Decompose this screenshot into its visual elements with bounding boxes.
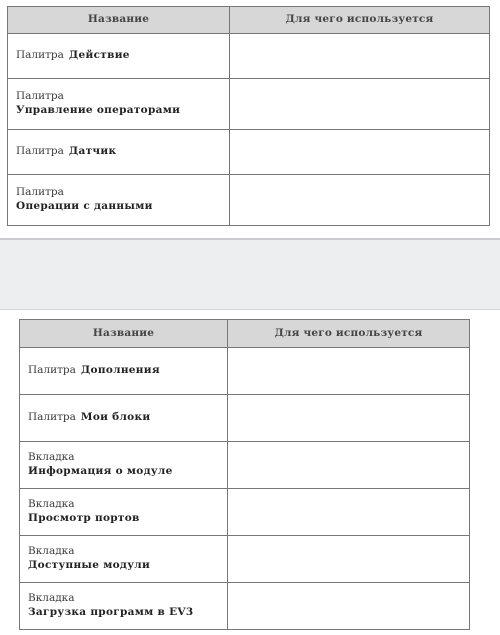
header-name: Название <box>20 320 228 348</box>
row-title: Дополнения <box>80 364 160 377</box>
table-row <box>20 583 470 630</box>
name-cell <box>20 583 228 630</box>
usage-cell[interactable] <box>228 536 470 583</box>
row-title: Доступные модули <box>28 559 151 571</box>
name-cell <box>8 175 230 226</box>
table-row <box>20 395 470 442</box>
usage-cell[interactable] <box>228 442 470 489</box>
usage-cell[interactable] <box>230 175 490 226</box>
name-cell <box>8 130 230 175</box>
table-header-row <box>20 320 470 348</box>
row-prefix: Палитра <box>16 90 64 103</box>
usage-cell[interactable] <box>228 395 470 442</box>
row-prefix: Палитра <box>28 411 76 424</box>
row-prefix: Палитра <box>16 145 64 158</box>
usage-cell[interactable] <box>230 130 490 175</box>
table-row <box>8 175 490 226</box>
usage-cell[interactable] <box>228 489 470 536</box>
row-title: Управление операторами <box>16 104 181 116</box>
name-cell <box>20 536 228 583</box>
name-cell <box>20 442 228 489</box>
row-prefix: Вкладка <box>28 545 75 558</box>
row-title: Мои блоки <box>80 411 151 424</box>
row-prefix: Вкладка <box>28 451 75 464</box>
worksheet-image-2 <box>0 310 500 635</box>
table-row <box>8 130 490 175</box>
row-prefix: Вкладка <box>28 498 75 511</box>
header-usage: Для чего используется <box>230 7 490 34</box>
row-title: Загрузка программ в EV3 <box>28 606 194 618</box>
table-row <box>8 79 490 130</box>
table-row <box>20 442 470 489</box>
table-row <box>20 348 470 395</box>
name-cell <box>20 348 228 395</box>
palettes-table-1 <box>7 6 490 226</box>
row-prefix: Палитра <box>28 364 76 377</box>
separator-edge-top <box>0 238 500 240</box>
usage-cell[interactable] <box>230 79 490 130</box>
name-cell <box>8 34 230 79</box>
row-title: Операции с данными <box>16 200 153 212</box>
table-row <box>20 489 470 536</box>
row-title: Информация о модуле <box>28 465 173 477</box>
worksheet-image-1 <box>0 0 500 238</box>
name-cell <box>8 79 230 130</box>
name-cell <box>20 489 228 536</box>
image-separator <box>0 238 500 310</box>
row-title: Просмотр портов <box>28 512 140 524</box>
table-row <box>8 34 490 79</box>
row-prefix: Палитра <box>16 186 64 199</box>
row-title: Действие <box>68 49 130 62</box>
header-name: Название <box>8 7 230 34</box>
row-prefix: Палитра <box>16 49 64 62</box>
table-header-row <box>8 7 490 34</box>
palettes-table-2 <box>19 319 470 630</box>
name-cell <box>20 395 228 442</box>
usage-cell[interactable] <box>230 34 490 79</box>
header-usage: Для чего используется <box>228 320 470 348</box>
row-title: Датчик <box>68 145 117 158</box>
usage-cell[interactable] <box>228 348 470 395</box>
usage-cell[interactable] <box>228 583 470 630</box>
row-prefix: Вкладка <box>28 592 75 605</box>
table-row <box>20 536 470 583</box>
